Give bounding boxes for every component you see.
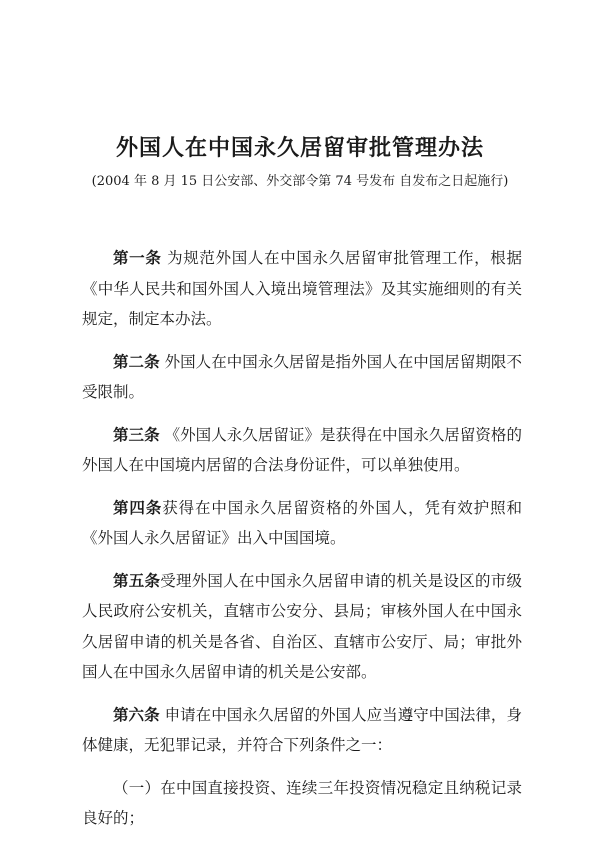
article-3 (82, 420, 522, 481)
article-number: 第五条 (113, 570, 161, 590)
document-subtitle: (2004 年 8 月 15 日公安部、外交部令第 74 号发布 自发布之日起施行) (91, 174, 509, 189)
article-number: 第六条 (113, 704, 160, 724)
article-text: 为规范外国人在中国永久居留审批管理工作，根据《中华人民共和国外国人入境出境管理法》及其实施细则的有关规定，制定本办法。 (82, 249, 522, 328)
article-number: 第四条 (113, 497, 163, 517)
article-text: 受理外国人在中国永久居留申请的机关是设区的市级人民政府公安机关，直辖市公安分、县局；审核外国人在中国永久居留申请的机关是各省、自治区、直辖市公安厅、局；审批外国人在中国永久居留申请的机关是公安部。 (82, 571, 522, 681)
article-number: 第二条 (113, 351, 160, 371)
article-number: 第三条 (113, 424, 160, 444)
article-text: 《外国人永久居留证》是获得在中国永久居留资格的外国人在中国境内居留的合法身份证件，可以单独使用。 (82, 425, 522, 474)
article-6 (82, 700, 522, 761)
article-text: 获得在中国永久居留资格的外国人，凭有效护照和《外国人永久居留证》出入中国国境。 (82, 498, 522, 547)
article-2 (82, 347, 522, 408)
article-5 (82, 566, 522, 688)
document-body (82, 243, 522, 834)
clause-1: （一）在中国直接投资、连续三年投资情况稳定且纳税记录良好的； (82, 778, 522, 827)
article-text: 外国人在中国永久居留是指外国人在中国居留期限不受限制。 (82, 352, 522, 401)
article-4 (82, 493, 522, 554)
article-text: 申请在中国永久居留的外国人应当遵守中国法律，身体健康，无犯罪记录，并符合下列条件之一： (82, 705, 522, 754)
document-title: 外国人在中国永久居留审批管理办法 (115, 136, 484, 161)
article-1 (82, 243, 522, 335)
article-number: 第一条 (113, 248, 162, 267)
